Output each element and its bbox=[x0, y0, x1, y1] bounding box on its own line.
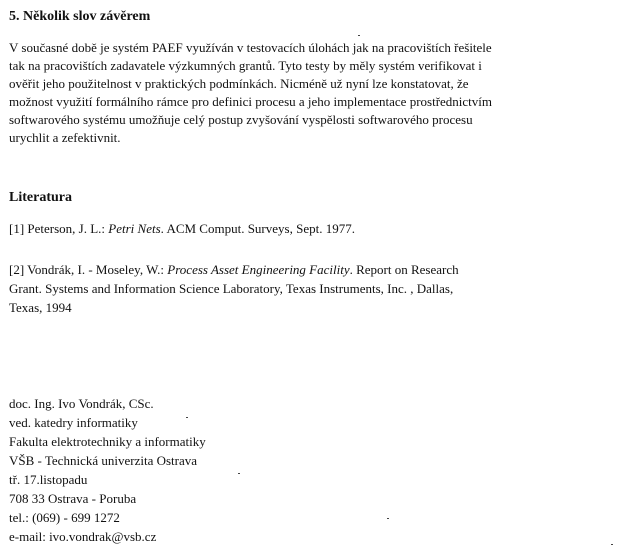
author-email: e-mail: ivo.vondrak@vsb.cz bbox=[9, 529, 157, 544]
reference-1-authors: [1] Peterson, J. L.: bbox=[9, 221, 109, 236]
scan-speck bbox=[186, 417, 188, 418]
author-faculty: Fakulta elektrotechniky a informatiky bbox=[9, 434, 206, 449]
paragraph-line: ověřit jeho použitelnost v praktických podmínkách. Nicméně už nyní lze konstatovat, že bbox=[9, 76, 469, 91]
reference-1 bbox=[9, 219, 609, 238]
author-university: VŠB - Technická univerzita Ostrava bbox=[9, 453, 198, 468]
reference-1-source: . ACM Comput. Surveys, Sept. 1977. bbox=[160, 221, 355, 236]
paragraph-line: urychlit a zefektivnit. bbox=[9, 130, 121, 145]
reference-2-title: Process Asset Engineering Facility bbox=[167, 262, 350, 277]
paragraph-line: možnost využití formálního rámce pro definici procesu a jeho implementace prostřednictvím bbox=[9, 94, 493, 109]
author-city: 708 33 Ostrava - Poruba bbox=[9, 491, 137, 506]
author-position: ved. katedry informatiky bbox=[9, 415, 138, 430]
paragraph-line: softwarového systému umožňuje celý postup zvyšování vyspělosti softwarového procesu bbox=[9, 112, 473, 127]
literatura-heading: Literatura bbox=[9, 190, 72, 205]
reference-2-authors: [2] Vondrák, I. - Moseley, W.: bbox=[9, 262, 168, 277]
reference-2-line2: Grant. Systems and Information Science Laboratory, Texas Instruments, Inc. , Dallas, bbox=[9, 281, 454, 296]
author-street: tř. 17.listopadu bbox=[9, 472, 88, 487]
section-heading: 5. Několik slov závěrem bbox=[9, 9, 151, 24]
reference-2-line3: Texas, 1994 bbox=[9, 300, 72, 315]
scan-speck bbox=[387, 518, 389, 519]
reference-1-title: Petri Nets bbox=[108, 221, 161, 236]
reference-2-source: . Report on Research bbox=[349, 262, 459, 277]
paragraph-line: V současné době je systém PAEF využíván v testovacích úlohách jak na pracovištích řešitele bbox=[9, 40, 492, 55]
scan-speck bbox=[358, 35, 360, 36]
scan-speck bbox=[611, 544, 613, 545]
paragraph-line: tak na pracovištích zadavatele výzkumných grantů. Tyto testy by měly systém verifikovat i bbox=[9, 58, 482, 73]
reference-2 bbox=[9, 260, 609, 317]
author-address bbox=[9, 394, 206, 546]
author-phone: tel.: (069) - 699 1272 bbox=[9, 510, 120, 525]
author-name: doc. Ing. Ivo Vondrák, CSc. bbox=[9, 396, 154, 411]
scan-speck bbox=[238, 473, 240, 474]
